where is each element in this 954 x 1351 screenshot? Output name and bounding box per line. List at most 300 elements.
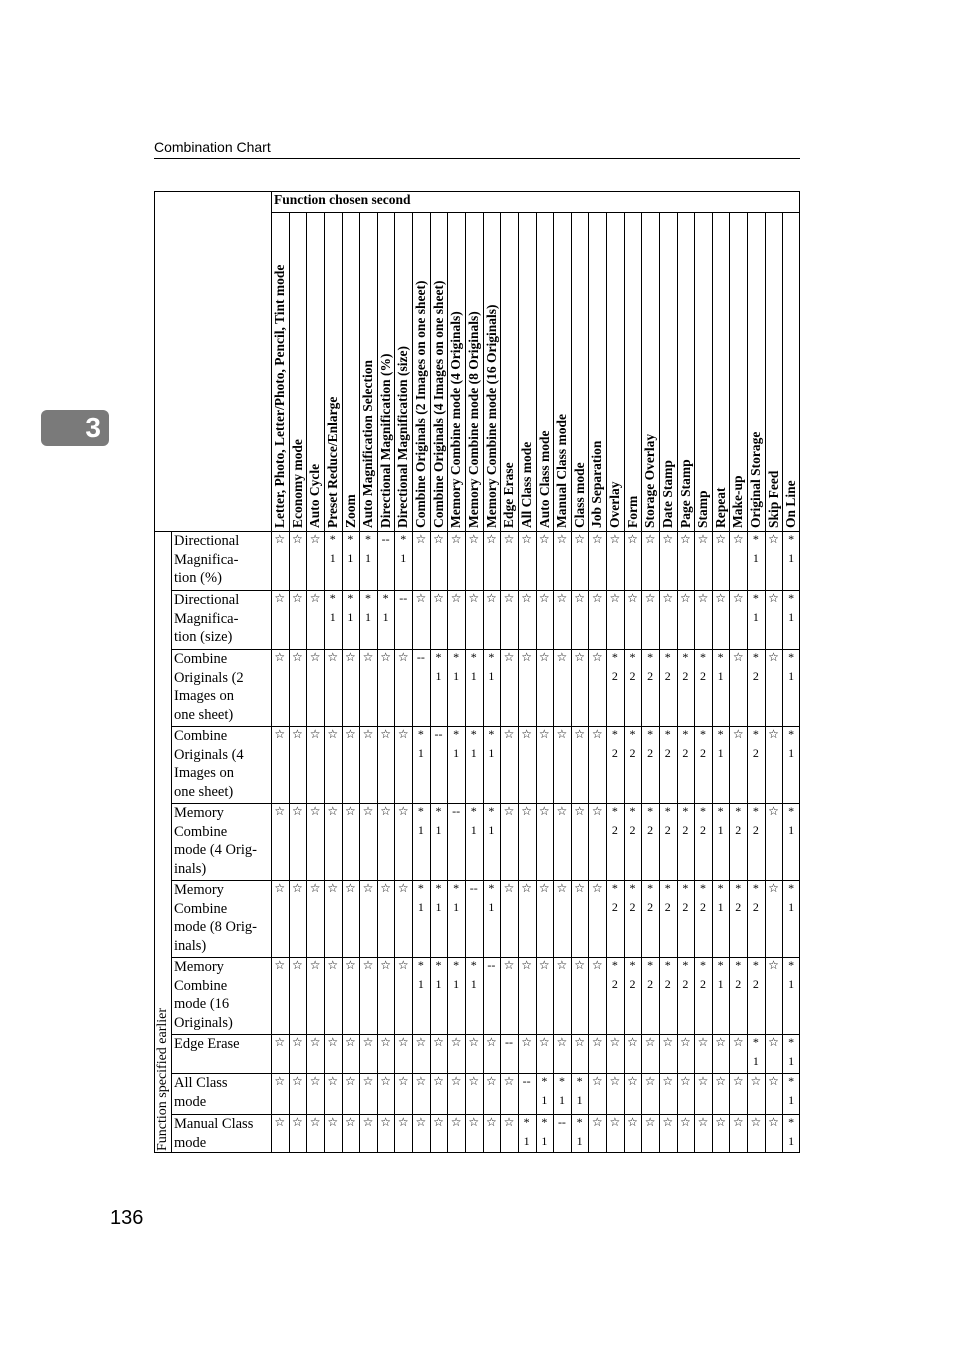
cell-symbol: ☆ <box>732 727 744 741</box>
table-cell <box>430 956 448 994</box>
table-cell <box>677 589 695 608</box>
table-cell <box>553 589 571 608</box>
cell-symbol: ☆ <box>556 958 568 972</box>
table-cell <box>729 589 747 608</box>
table-cell <box>377 956 395 975</box>
cell-symbol: ☆ <box>274 532 286 546</box>
column-header-text: Combine Originals (2 Images on one sheet) <box>413 280 429 528</box>
cell-symbol: ☆ <box>627 1035 638 1049</box>
cell-note-number: 2 <box>700 900 706 914</box>
table-cell <box>729 1033 747 1052</box>
table-cell <box>500 589 518 608</box>
table-cell <box>483 530 501 549</box>
cell-note-number: 2 <box>647 746 654 760</box>
cell-symbol: * <box>717 804 724 818</box>
table-cell <box>342 956 360 975</box>
table-cell <box>729 725 747 744</box>
cell-symbol: ☆ <box>274 1115 286 1129</box>
cell-symbol: ☆ <box>503 804 515 818</box>
cell-note-number: 2 <box>752 900 759 914</box>
cell-note-number: 2 <box>647 823 654 837</box>
page-number: 136 <box>110 1207 144 1229</box>
table-cell <box>747 879 765 917</box>
cell-symbol: ☆ <box>415 1115 427 1129</box>
cell-symbol: ☆ <box>556 532 568 546</box>
cell-symbol: ☆ <box>574 727 585 741</box>
table-cell <box>465 879 483 898</box>
table-cell <box>765 1072 783 1091</box>
cell-symbol: ☆ <box>574 650 585 664</box>
table-cell <box>571 1113 589 1151</box>
cell-symbol: ☆ <box>362 1074 374 1088</box>
table-cell <box>553 1113 571 1132</box>
table-cell <box>712 648 730 686</box>
row-header <box>171 1115 274 1154</box>
cell-symbol: ☆ <box>538 727 550 741</box>
column-header <box>324 214 342 528</box>
table-cell <box>624 1113 642 1132</box>
cell-symbol: ☆ <box>292 727 303 741</box>
table-cell <box>306 1033 324 1052</box>
column-header <box>500 214 518 528</box>
cell-symbol: ☆ <box>750 1115 762 1129</box>
cell-note-number: 2 <box>664 900 671 914</box>
table-cell <box>465 1033 483 1052</box>
table-cell <box>306 879 324 898</box>
row-header-line: Images on <box>174 765 234 781</box>
cell-symbol: * <box>647 804 654 818</box>
column-header-text: Overlay <box>607 481 623 528</box>
table-cell <box>641 530 659 549</box>
table-cell <box>624 1072 642 1091</box>
cell-note-number: 2 <box>752 669 759 683</box>
cell-symbol: -- <box>557 1115 566 1129</box>
table-cell <box>571 648 589 667</box>
table-cell <box>677 1113 695 1132</box>
cell-symbol: * <box>435 650 442 664</box>
table-cell <box>447 879 465 917</box>
table-cell <box>712 589 730 608</box>
table-cell <box>465 589 483 608</box>
cell-symbol: * <box>470 958 477 972</box>
column-header-text: Date Stamp <box>659 460 675 528</box>
table-cell <box>306 956 324 975</box>
row-header-line: Combine <box>174 823 228 840</box>
table-cell <box>571 530 589 549</box>
table-cell <box>606 1113 624 1132</box>
row-header <box>171 1074 274 1115</box>
table-cell <box>747 589 765 627</box>
cell-note-number: 1 <box>752 610 759 624</box>
cell-symbol: ☆ <box>292 650 303 664</box>
column-header-text: Skip Feed <box>765 470 781 528</box>
cell-note-number: 2 <box>700 977 706 991</box>
cell-symbol: ☆ <box>644 532 656 546</box>
column-header-text: Directional Magnification (size) <box>395 346 411 528</box>
cell-symbol: ☆ <box>309 1035 321 1049</box>
cell-symbol: ☆ <box>327 1115 339 1129</box>
table-cell <box>412 648 430 667</box>
cell-symbol: * <box>576 1074 583 1088</box>
column-header <box>271 214 289 528</box>
cell-symbol: * <box>541 1115 548 1129</box>
table-cell <box>324 1072 342 1091</box>
cell-symbol: * <box>417 958 424 972</box>
table-cell <box>553 879 571 898</box>
cell-symbol: ☆ <box>274 958 286 972</box>
table-cell <box>289 879 307 898</box>
table-cell <box>394 1113 412 1132</box>
table-cell <box>447 589 465 608</box>
cell-note-number: 1 <box>347 610 354 624</box>
table-cell <box>324 879 342 898</box>
table-cell <box>641 956 659 994</box>
cell-symbol: ☆ <box>433 591 444 605</box>
cell-symbol: ☆ <box>274 591 286 605</box>
cell-symbol: * <box>682 650 689 664</box>
table-cell <box>324 802 342 821</box>
cell-note-number: 2 <box>629 900 636 914</box>
table-cell <box>765 725 783 744</box>
cell-note-number: 2 <box>752 823 759 837</box>
cell-note-number: 1 <box>453 900 460 914</box>
table-cell <box>588 725 606 744</box>
table-cell <box>342 589 360 627</box>
table-cell <box>624 589 642 608</box>
cell-note-number: 1 <box>717 669 724 683</box>
cell-symbol: ☆ <box>362 881 374 895</box>
cell-symbol: ☆ <box>450 532 462 546</box>
table-cell <box>747 1113 765 1132</box>
row-header <box>171 591 274 650</box>
cell-symbol: * <box>558 1074 565 1088</box>
cell-symbol: ☆ <box>433 532 444 546</box>
cell-symbol: ☆ <box>662 1115 674 1129</box>
cell-symbol: ☆ <box>327 958 339 972</box>
table-cell <box>606 725 624 763</box>
cell-note-number: 2 <box>629 823 636 837</box>
cell-symbol: * <box>788 591 795 605</box>
table-cell <box>500 725 518 744</box>
cell-symbol: ☆ <box>609 1115 621 1129</box>
table-cell <box>571 956 589 975</box>
cell-symbol: ☆ <box>292 1035 303 1049</box>
table-cell <box>412 956 430 994</box>
table-cell <box>342 530 360 568</box>
cell-symbol: * <box>717 881 724 895</box>
table-cell <box>306 1072 324 1091</box>
cell-symbol: * <box>629 804 636 818</box>
table-cell <box>659 725 677 763</box>
table-cell <box>518 1033 536 1052</box>
row-header-line: mode (4 Orig- <box>174 842 257 858</box>
row-header-line: All Class <box>174 1075 228 1091</box>
cell-symbol: ☆ <box>362 804 374 818</box>
cell-symbol: ☆ <box>380 958 391 972</box>
table-cell <box>606 648 624 686</box>
table-cell <box>430 725 448 744</box>
column-header <box>553 214 571 528</box>
cell-symbol: ☆ <box>679 1074 691 1088</box>
column-header-text: Letter, Photo, Letter/Photo, Pencil, Tint mode <box>272 264 287 528</box>
cell-symbol: ☆ <box>486 1035 497 1049</box>
cell-symbol: ☆ <box>433 1035 444 1049</box>
table-cell <box>447 648 465 686</box>
cell-symbol: ☆ <box>274 881 286 895</box>
table-cell <box>606 879 624 917</box>
table-cell <box>694 1113 712 1132</box>
table-cell <box>765 956 783 975</box>
cell-symbol: * <box>788 1074 795 1088</box>
table-cell <box>694 589 712 608</box>
row-header-line: Directional <box>174 533 240 549</box>
table-cell <box>518 879 536 898</box>
cell-symbol: * <box>752 1035 759 1049</box>
cell-symbol: * <box>752 727 759 741</box>
cell-note-number: 2 <box>664 977 671 991</box>
table-cell <box>712 1113 730 1132</box>
table-cell <box>447 1072 465 1091</box>
cell-symbol: ☆ <box>521 532 533 546</box>
cell-symbol: ☆ <box>450 1115 462 1129</box>
cell-symbol: ☆ <box>327 1035 339 1049</box>
cell-symbol: ☆ <box>397 1115 409 1129</box>
cell-symbol: * <box>717 958 724 972</box>
table-cell <box>588 648 606 667</box>
table-cell <box>606 802 624 840</box>
table-cell <box>412 802 430 840</box>
row-header-line: Combine <box>174 977 228 994</box>
row-header-line: one sheet) <box>174 783 234 800</box>
table-cell <box>359 879 377 898</box>
cell-symbol: ☆ <box>521 1035 533 1049</box>
cell-symbol: ☆ <box>768 804 779 818</box>
cell-symbol: * <box>664 881 671 895</box>
cell-symbol: ☆ <box>732 591 744 605</box>
table-cell <box>659 530 677 549</box>
table-cell <box>588 1113 606 1132</box>
cell-symbol: * <box>611 881 618 895</box>
cell-note-number: 1 <box>523 1134 530 1148</box>
cell-note-number: 1 <box>541 1093 548 1107</box>
cell-note-number: 1 <box>788 977 795 991</box>
cell-note-number: 1 <box>417 746 424 760</box>
cell-symbol: ☆ <box>292 881 303 895</box>
table-cell <box>271 1072 289 1091</box>
table-cell <box>359 648 377 667</box>
table-cell <box>782 589 800 627</box>
table-cell <box>377 530 395 549</box>
cell-symbol: ☆ <box>538 881 550 895</box>
column-header <box>606 214 624 528</box>
cell-symbol: * <box>717 650 724 664</box>
table-cell <box>694 956 712 994</box>
table-cell <box>536 1072 554 1110</box>
cell-symbol: * <box>700 727 706 741</box>
table-cell <box>729 879 747 917</box>
table-cell <box>729 802 747 840</box>
table-cell <box>289 530 307 549</box>
cell-symbol: -- <box>505 1035 514 1049</box>
table-cell <box>765 802 783 821</box>
table-cell <box>553 648 571 667</box>
table-cell <box>571 1072 589 1110</box>
cell-note-number: 2 <box>735 900 742 914</box>
table-cell <box>271 879 289 898</box>
column-header-text: Memory Combine mode (4 Originals) <box>448 311 464 528</box>
table-cell <box>500 879 518 898</box>
table-cell <box>412 1072 430 1091</box>
cell-symbol: ☆ <box>503 881 515 895</box>
cell-symbol: ☆ <box>591 1115 603 1129</box>
table-cell <box>289 956 307 975</box>
cell-symbol: ☆ <box>609 1074 621 1088</box>
cell-symbol: ☆ <box>292 1074 303 1088</box>
table-cell <box>747 530 765 568</box>
table-cell <box>588 530 606 549</box>
cell-symbol: ☆ <box>468 591 480 605</box>
cell-note-number: 2 <box>664 746 671 760</box>
cell-symbol: ☆ <box>292 804 303 818</box>
cell-symbol: ☆ <box>309 881 321 895</box>
cell-symbol: * <box>682 958 689 972</box>
cell-symbol: ☆ <box>309 532 321 546</box>
row-header-line: Directional <box>174 592 240 608</box>
table-cell <box>536 589 554 608</box>
cell-symbol: * <box>647 650 654 664</box>
cell-symbol: * <box>700 958 706 972</box>
cell-note-number: 1 <box>752 551 759 565</box>
table-cell <box>289 1113 307 1132</box>
cell-note-number: 2 <box>647 977 654 991</box>
row-header-line: mode <box>174 1093 207 1110</box>
cell-symbol: ☆ <box>415 1035 427 1049</box>
table-cell <box>536 1033 554 1052</box>
cell-symbol: ☆ <box>486 532 497 546</box>
table-cell <box>694 648 712 686</box>
table-cell <box>483 802 501 840</box>
row-header <box>171 532 274 591</box>
cell-symbol: * <box>347 532 354 546</box>
cell-symbol: * <box>417 804 424 818</box>
cell-note-number: 1 <box>488 900 495 914</box>
row-header-line: Manual Class <box>174 1116 254 1132</box>
cell-symbol: ☆ <box>380 804 391 818</box>
cell-symbol: ☆ <box>521 958 533 972</box>
column-header-text: On Line <box>783 480 799 528</box>
cell-symbol: * <box>470 804 477 818</box>
column-header-text: Edge Erase <box>501 462 517 528</box>
cell-symbol: * <box>453 727 460 741</box>
cell-symbol: ☆ <box>627 1115 638 1129</box>
cell-symbol: * <box>347 591 354 605</box>
table-cell <box>747 802 765 840</box>
cell-note-number: 1 <box>453 669 460 683</box>
cell-note-number: 1 <box>364 551 371 565</box>
cell-symbol: ☆ <box>397 727 409 741</box>
table-cell <box>430 1072 448 1091</box>
row-header-line: Combine <box>174 900 228 917</box>
cell-symbol: ☆ <box>768 532 779 546</box>
table-cell <box>289 648 307 667</box>
cell-symbol: ☆ <box>732 1074 744 1088</box>
column-header <box>483 214 501 528</box>
column-header-text: Repeat <box>712 487 728 528</box>
table-cell <box>782 879 800 917</box>
cell-note-number: 1 <box>558 1093 565 1107</box>
cell-note-number: 2 <box>682 900 689 914</box>
table-cell <box>500 956 518 975</box>
table-cell <box>536 725 554 744</box>
table-cell <box>677 530 695 549</box>
table-cell <box>271 648 289 667</box>
table-cell <box>677 1072 695 1091</box>
cell-symbol: ☆ <box>433 1074 444 1088</box>
column-header <box>712 214 730 528</box>
cell-symbol: ☆ <box>538 591 550 605</box>
table-cell <box>289 725 307 744</box>
table-cell <box>394 648 412 667</box>
cell-symbol: ☆ <box>697 532 709 546</box>
cell-symbol: ☆ <box>274 1074 286 1088</box>
table-cell <box>377 589 395 627</box>
table-cell <box>606 1033 624 1052</box>
row-header-line: Combine <box>174 728 228 744</box>
table-cell <box>465 802 483 840</box>
cell-note-number: 1 <box>717 823 724 837</box>
cell-symbol: ☆ <box>503 650 515 664</box>
cell-symbol: * <box>788 881 795 895</box>
cell-symbol: ☆ <box>538 532 550 546</box>
row-header-line: mode (8 Orig- <box>174 919 257 935</box>
table-cell <box>447 956 465 994</box>
cell-symbol: ☆ <box>327 727 339 741</box>
table-cell <box>394 530 412 568</box>
table-cell <box>518 1113 536 1151</box>
cell-note-number: 1 <box>752 1054 759 1068</box>
cell-symbol: * <box>523 1115 530 1129</box>
cell-symbol: ☆ <box>750 1074 762 1088</box>
table-cell <box>324 648 342 667</box>
cell-symbol: * <box>664 727 671 741</box>
table-cell <box>677 1033 695 1052</box>
table-cell <box>483 725 501 763</box>
table-cell <box>588 1072 606 1091</box>
cell-symbol: * <box>752 591 759 605</box>
table-cell <box>518 802 536 821</box>
cell-symbol: * <box>682 727 689 741</box>
table-cell <box>641 879 659 917</box>
cell-symbol: ☆ <box>380 1035 391 1049</box>
table-cell <box>394 589 412 608</box>
table-cell <box>765 1033 783 1052</box>
cell-note-number: 2 <box>752 746 759 760</box>
cell-symbol: * <box>788 650 795 664</box>
cell-note-number: 1 <box>417 823 424 837</box>
cell-symbol: * <box>664 958 671 972</box>
cell-note-number: 1 <box>329 551 336 565</box>
combination-table <box>154 191 800 1153</box>
cell-note-number: 2 <box>682 977 689 991</box>
table-cell <box>359 1113 377 1132</box>
table-cell <box>747 956 765 994</box>
cell-symbol: ☆ <box>397 1074 409 1088</box>
table-cell <box>271 956 289 975</box>
cell-note-number: 1 <box>788 746 795 760</box>
table-cell <box>483 879 501 917</box>
cell-symbol: ☆ <box>574 591 585 605</box>
table-cell <box>782 725 800 763</box>
